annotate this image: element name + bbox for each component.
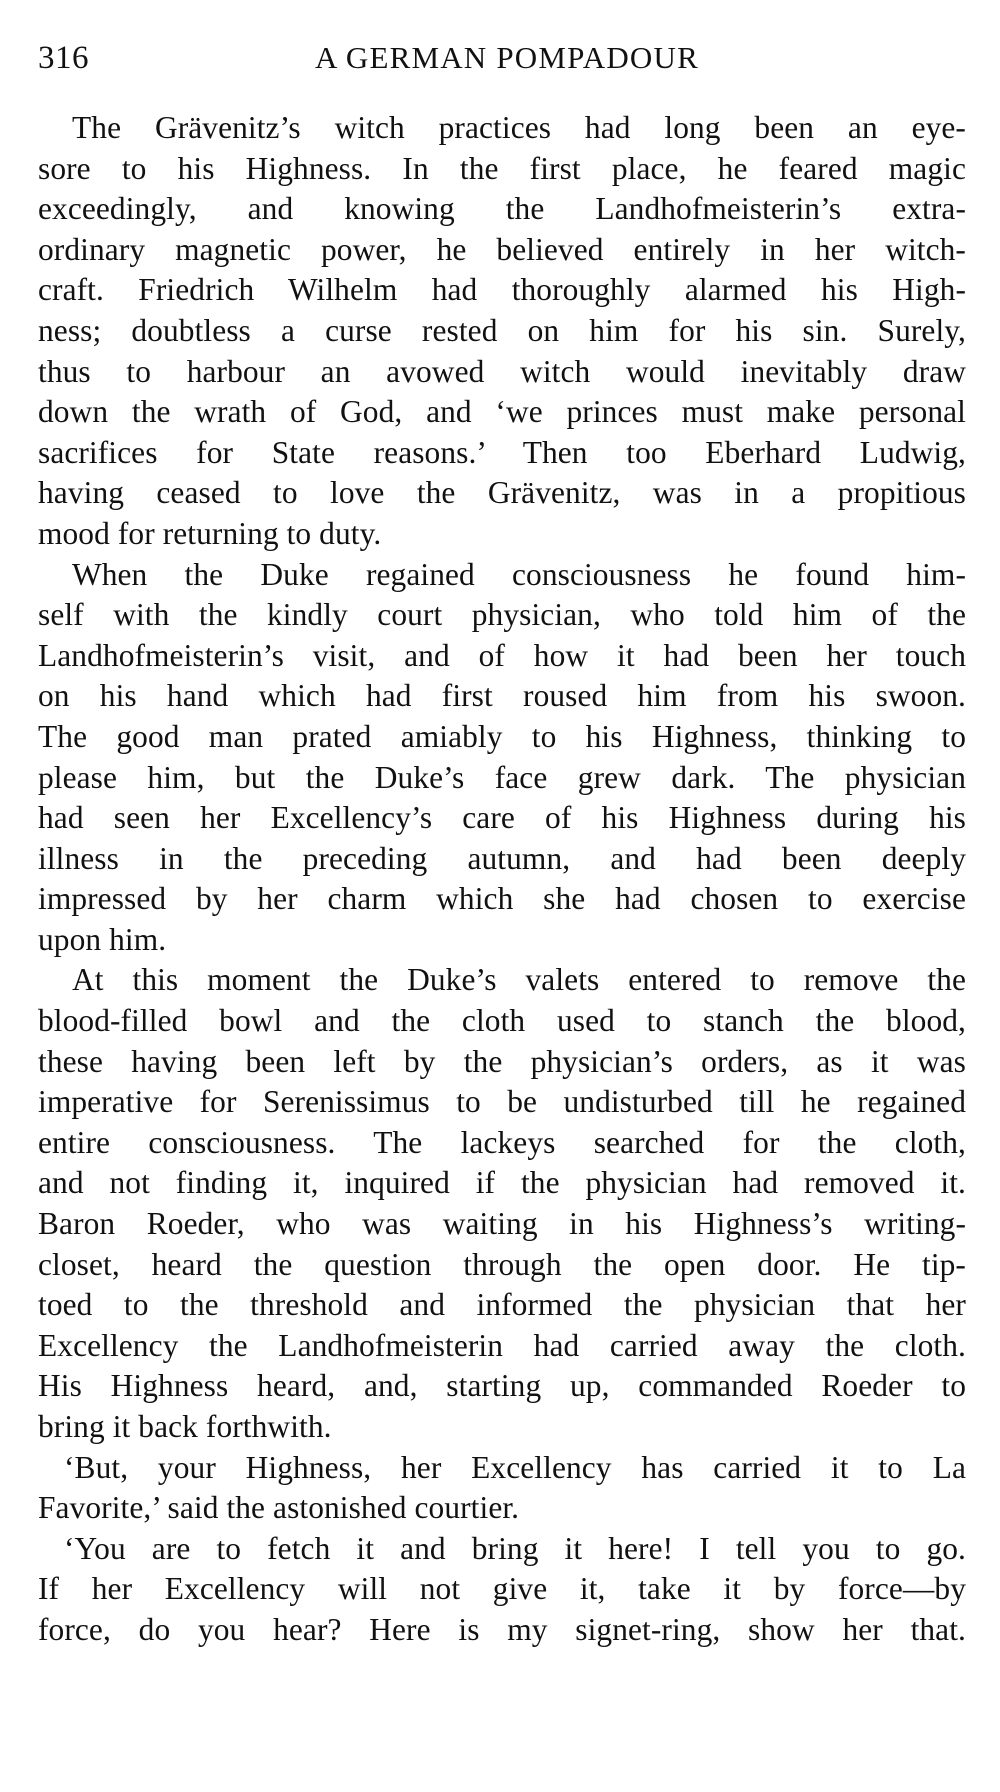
text-line: and not finding it, inquired if the physician had removed it.	[38, 1165, 966, 1201]
paragraph	[38, 555, 966, 961]
text-line: craft. Friedrich Wilhelm had thoroughly alarmed his High-	[38, 272, 966, 308]
text-line: illness in the preceding autumn, and had been deeply	[38, 840, 966, 876]
text-line: The Grävenitz’s witch practices had long been an eye-	[72, 110, 966, 145]
text-line: sacrifices for State reasons.’ Then too Eberhard Ludwig,	[38, 434, 966, 470]
text-line: Favorite,’ said the astonished courtier.	[38, 1490, 520, 1526]
text-line: bring it back forthwith.	[38, 1409, 332, 1444]
text-line: had seen her Excellency’s care of his Highness during his	[38, 800, 966, 836]
text-line: ‘You are to fetch it and bring it here! I tell you to go.	[64, 1530, 966, 1566]
text-line: entire consciousness. The lackeys searched for the cloth,	[38, 1124, 966, 1160]
text-line: force, do you hear? Here is my signet-ring, show her that.	[38, 1611, 966, 1647]
text-line: closet, heard the question through the open door. He tip-	[38, 1246, 966, 1282]
text-line: impressed by her charm which she had chosen to exercise	[38, 881, 966, 917]
text-line: please him, but the Duke’s face grew dark. The physician	[38, 759, 966, 795]
paragraph	[38, 1529, 966, 1651]
page-number: 316	[38, 40, 89, 76]
text-line: thus to harbour an avowed witch would inevitably draw	[38, 353, 966, 389]
text-line: Landhofmeisterin’s visit, and of how it had been her touch	[38, 637, 966, 673]
text-line: down the wrath of God, and ‘we princes must make personal	[38, 394, 966, 430]
text-line: ness; doubtless a curse rested on him for his sin. Surely,	[38, 312, 966, 348]
text-line: ordinary magnetic power, he believed entirely in her witch-	[38, 231, 966, 267]
text-line: His Highness heard, and, starting up, commanded Roeder to	[38, 1368, 966, 1404]
text-line: sore to his Highness. In the first place, he feared magic	[38, 150, 966, 186]
text-line: ‘But, your Highness, her Excellency has carried it to La	[64, 1449, 966, 1485]
text-line: Baron Roeder, who was waiting in his Highness’s writing-	[38, 1206, 966, 1242]
text-line: blood-filled bowl and the cloth used to stanch the blood,	[38, 1003, 966, 1039]
text-line: mood for returning to duty.	[38, 515, 382, 551]
text-line: Excellency the Landhofmeisterin had carried away the cloth.	[38, 1327, 966, 1363]
text-line: these having been left by the physician’s orders, as it was	[38, 1043, 966, 1079]
paragraph	[38, 960, 966, 1447]
running-title: A GERMAN POMPADOUR	[315, 40, 699, 75]
text-line: At this moment the Duke’s valets entered to remove the	[72, 962, 966, 998]
text-line: When the Duke regained consciousness he found him-	[72, 556, 966, 592]
paragraph	[38, 1448, 966, 1529]
running-head	[38, 0, 966, 80]
text-line: imperative for Serenissimus to be undisturbed till he regained	[38, 1084, 966, 1120]
text-line: having ceased to love the Grävenitz, was in a propitious	[38, 475, 966, 511]
text-line: The good man prated amiably to his Highness, thinking to	[38, 718, 966, 754]
text-line: on his hand which had first roused him from his swoon.	[38, 678, 966, 714]
text-line: exceedingly, and knowing the Landhofmeisterin’s extra-	[38, 191, 966, 227]
text-line: toed to the threshold and informed the physician that her	[38, 1287, 966, 1323]
paragraph	[38, 108, 966, 555]
text-line: self with the kindly court physician, who told him of the	[38, 597, 966, 633]
book-page	[38, 0, 966, 1651]
text-line: If her Excellency will not give it, take it by force—by	[38, 1571, 966, 1607]
body-text	[38, 108, 966, 1651]
text-line: upon him.	[38, 921, 167, 957]
